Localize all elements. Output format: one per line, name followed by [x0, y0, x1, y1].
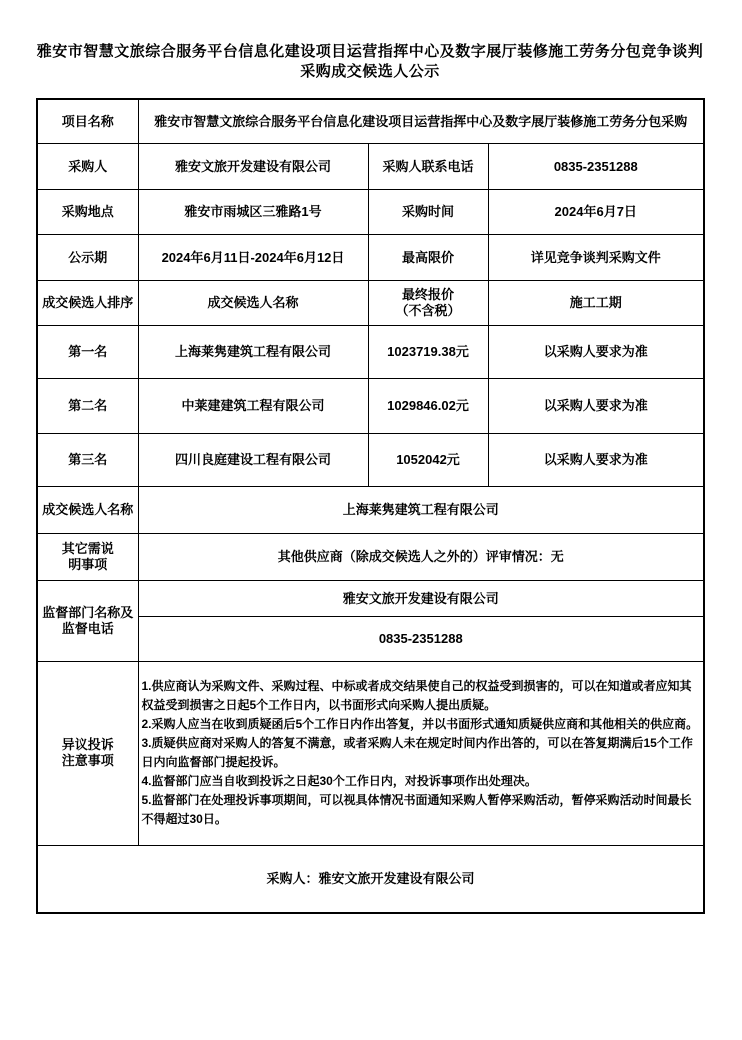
objection-label [37, 661, 138, 845]
purchase-time-value: 2024年6月7日 [488, 189, 704, 234]
supervision-label-line1: 监督部门名称及 [42, 604, 134, 620]
purchaser-phone-label: 采购人联系电话 [368, 143, 488, 189]
max-price-label: 最高限价 [368, 234, 488, 280]
winner-row [37, 486, 704, 533]
objection-notes [138, 661, 704, 845]
candidate-rank-cell: 第三名 [37, 433, 138, 486]
supervision-label-line2: 监督电话 [61, 620, 114, 636]
final-price-header-line1: 最终报价 [401, 286, 454, 302]
candidate-duration-cell: 以采购人要求为准 [488, 325, 704, 378]
supervision-label [37, 580, 138, 661]
final-price-header-line2: （不含税） [395, 302, 461, 318]
objection-item-1: 1.供应商认为采购文件、采购过程、中标或者成交结果使自己的权益受到损害的，可以在知道或者应知其权益受到损害之日起5个工作日内，以书面形式向采购人提出质疑。 [141, 679, 692, 712]
candidate-duration-cell: 以采购人要求为准 [488, 378, 704, 433]
objection-item-5: 5.监督部门在处理投诉事项期间，可以视具体情况书面通知采购人暂停采购活动，暂停采购活动时间最长不得超过30日。 [141, 793, 692, 826]
purchaser-value: 雅安文旅开发建设有限公司 [138, 143, 368, 189]
supervision-row-1 [37, 580, 704, 616]
candidate-name-header: 成交候选人名称 [138, 280, 368, 325]
objection-item-2: 2.采购人应当在收到质疑函后5个工作日内作出答复，并以书面形式通知质疑供应商和其他相关的供应商。 [141, 717, 699, 731]
candidate-row-1 [37, 325, 704, 378]
supervision-row-2 [37, 616, 704, 661]
project-name-row [37, 99, 704, 143]
objection-label-line1: 异议投诉 [61, 737, 114, 752]
other-notes-row [37, 533, 704, 580]
candidate-name-cell: 中莱建建筑工程有限公司 [138, 378, 368, 433]
winner-label: 成交候选人名称 [37, 486, 138, 533]
supervision-phone-value: 0835-2351288 [138, 616, 704, 661]
publicity-period-row [37, 234, 704, 280]
candidate-row-2 [37, 378, 704, 433]
candidate-price-cell: 1023719.38元 [368, 325, 488, 378]
candidate-rank-header: 成交候选人排序 [37, 280, 138, 325]
construction-period-header: 施工工期 [488, 280, 704, 325]
purchaser-phone-value: 0835-2351288 [488, 143, 704, 189]
objection-row [37, 661, 704, 845]
page-title: 雅安市智慧文旅综合服务平台信息化建设项目运营指挥中心及数字展厅装修施工劳务分包竞争谈判采购成交候选人公示 [36, 43, 704, 80]
purchaser-row [37, 143, 704, 189]
purchase-location-row [37, 189, 704, 234]
other-notes-label-line1: 其它需说 [61, 540, 114, 556]
winner-value: 上海莱隽建筑工程有限公司 [138, 486, 704, 533]
other-notes-label [37, 533, 138, 580]
announcement-table [36, 98, 705, 914]
project-name-value: 雅安市智慧文旅综合服务平台信息化建设项目运营指挥中心及数字展厅装修施工劳务分包采购 [138, 99, 704, 143]
publicity-period-label: 公示期 [37, 234, 138, 280]
candidate-duration-cell: 以采购人要求为准 [488, 433, 704, 486]
purchase-location-value: 雅安市雨城区三雅路1号 [138, 189, 368, 234]
footer-row [37, 845, 704, 913]
footer-purchaser: 采购人：雅安文旅开发建设有限公司 [37, 845, 704, 913]
final-price-header [368, 280, 488, 325]
other-notes-label-line2: 明事项 [68, 556, 108, 572]
publicity-period-value: 2024年6月11日-2024年6月12日 [138, 234, 368, 280]
purchase-time-label: 采购时间 [368, 189, 488, 234]
supervision-department-value: 雅安文旅开发建设有限公司 [138, 580, 704, 616]
max-price-value: 详见竞争谈判采购文件 [488, 234, 704, 280]
candidate-name-cell: 上海莱隽建筑工程有限公司 [138, 325, 368, 378]
objection-item-4: 4.监督部门应当自收到投诉之日起30个工作日内，对投诉事项作出处理决。 [141, 774, 537, 788]
purchaser-label: 采购人 [37, 143, 138, 189]
candidate-rank-cell: 第一名 [37, 325, 138, 378]
candidate-price-cell: 1029846.02元 [368, 378, 488, 433]
candidate-name-cell: 四川良庭建设工程有限公司 [138, 433, 368, 486]
candidates-header-row [37, 280, 704, 325]
other-notes-value: 其他供应商（除成交候选人之外的）评审情况：无 [138, 533, 704, 580]
objection-label-line2: 注意事项 [61, 753, 114, 768]
objection-item-3: 3.质疑供应商对采购人的答复不满意，或者采购人未在规定时间内作出答的，可以在答复期满后15个工作日内向监督部门提起投诉。 [141, 736, 693, 769]
project-name-label: 项目名称 [37, 99, 138, 143]
candidate-price-cell: 1052042元 [368, 433, 488, 486]
candidate-rank-cell: 第二名 [37, 378, 138, 433]
purchase-location-label: 采购地点 [37, 189, 138, 234]
candidate-row-3 [37, 433, 704, 486]
